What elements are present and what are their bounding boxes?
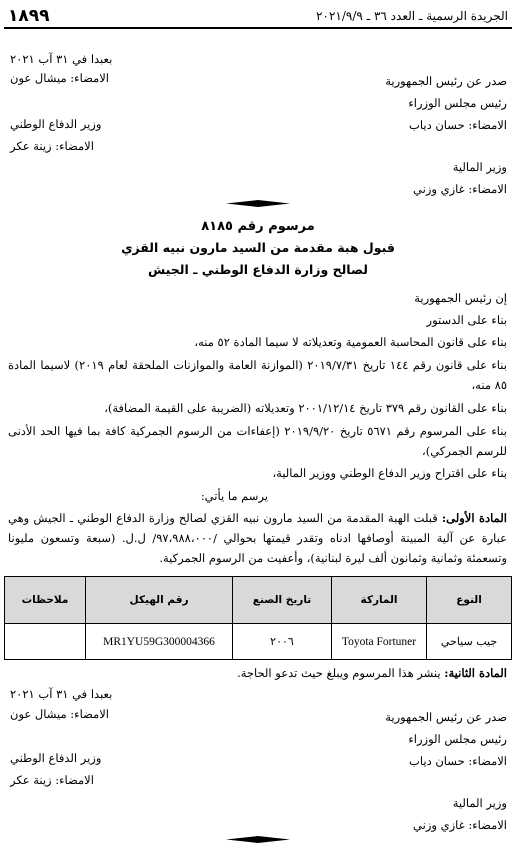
decree-title-line1: قبول هبة مقدمة من السيد مارون نبيه القزي — [121, 240, 395, 255]
preamble-line: بناء على اقتراح وزير الدفاع الوطني ووزير المالية، — [272, 466, 507, 480]
article-1-label: المادة الأولى: — [441, 511, 507, 525]
signing-date: بعبدا في ٣١ آب ٢٠٢١ — [10, 687, 113, 701]
prev-issued-by: صدر عن رئيس الجمهورية — [385, 74, 507, 88]
decree-number: مرسوم رقم ٨١٨٥ — [201, 219, 315, 234]
section-separator — [226, 836, 290, 843]
prev-pm-signature: الامضاء: حسان دياب — [409, 118, 507, 132]
preamble-line: بناء على القانون رقم ٣٧٩ تاريخ ٢٠٠١/١٢/١٤ وتعديلاته (الضريبة على القيمة المضافة)، — [104, 401, 507, 415]
defense-signature: الامضاء: زينة عكر — [10, 773, 94, 787]
preamble-line: بناء على قانون رقم ١٤٤ تاريخ ٢٠١٩/٧/٣١ (الموازنة العامة والموازنات الملحقة لعام ٢٠١٩) لاسيما المادة ٨٥ منه، — [8, 358, 507, 392]
cell-type: جيب سياحي — [427, 624, 512, 660]
header-rule — [4, 27, 512, 29]
cell-manufacture-date: ٢٠٠٦ — [233, 624, 332, 660]
decree-title-line2: لصالح وزارة الدفاع الوطني ـ الجيش — [148, 262, 368, 277]
finance-signature: الامضاء: غازي وزني — [413, 818, 507, 832]
pm-title: رئيس مجلس الوزراء — [408, 732, 507, 746]
article-1-text: قبلت الهبة المقدمة من السيد مارون نبيه القزي لصالح وزارة الدفاع الوطني ـ الجيش وهي عبارة عن آلية المبينة أوصافها ادناه وتقدر قيمتها بحوالي /٩٧،٩٨٨،٠٠٠/ ل.ل. (سبعة وتسعون مليونا وتسعمئة وثمانية وثمانون ألف ليرة لبنانية)، وأعفيت من الرسوم الجمركية. — [8, 511, 507, 565]
article-1 — [8, 508, 507, 568]
prev-defense-title: وزير الدفاع الوطني — [10, 117, 102, 131]
prev-finance-signature: الامضاء: غازي وزني — [413, 182, 507, 196]
decree-enactment: يرسم ما يأتي: — [200, 489, 268, 503]
prev-signing-date: بعبدا في ٣١ آب ٢٠٢١ — [10, 52, 113, 66]
section-separator — [226, 200, 290, 207]
preamble-line: إن رئيس الجمهورية — [414, 291, 507, 305]
prev-finance-title: وزير المالية — [452, 160, 507, 174]
table-row — [5, 624, 512, 660]
prev-defense-signature: الامضاء: زينة عكر — [10, 139, 94, 153]
pm-signature: الامضاء: حسان دياب — [409, 754, 507, 768]
column-header-type: النوع — [427, 577, 512, 624]
preamble-line: بناء على الدستور — [426, 313, 507, 327]
cell-brand: Toyota Fortuner — [332, 624, 427, 660]
article-2-text: ينشر هذا المرسوم ويبلغ حيث تدعو الحاجة. — [237, 666, 445, 680]
page-number: ١٨٩٩ — [8, 6, 50, 26]
column-header-brand: الماركة — [332, 577, 427, 624]
article-2-label: المادة الثانية: — [444, 666, 507, 680]
cell-notes — [5, 624, 86, 660]
defense-title: وزير الدفاع الوطني — [10, 751, 102, 765]
cell-chassis-number: MR1YU59G300004366 — [86, 624, 233, 660]
preamble-line: بناء على المرسوم رقم ٥٦٧١ تاريخ ٢٠١٩/٩/٢٠ (إعفاءات من الرسوم الجمركية كافة بما فيها الحد الأدنى للرسم الجمركي)، — [8, 424, 507, 458]
column-header-chassis-number: رقم الهيكل — [86, 577, 233, 624]
prev-pm-title: رئيس مجلس الوزراء — [408, 96, 507, 110]
donation-table — [4, 576, 512, 660]
president-signature: الامضاء: ميشال عون — [10, 707, 109, 721]
preamble-line: بناء على قانون المحاسبة العمومية وتعديلاته لا سيما المادة ٥٢ منه، — [194, 335, 507, 349]
column-header-manufacture-date: تاريخ الصنع — [233, 577, 332, 624]
table-header-row — [5, 577, 512, 624]
gazette-header-title: الجريدة الرسمية ـ العدد ٣٦ ـ ٢٠٢١/٩/٩ — [316, 9, 508, 23]
finance-title: وزير المالية — [452, 796, 507, 810]
column-header-notes: ملاحظات — [5, 577, 86, 624]
article-2 — [237, 666, 507, 680]
issued-by: صدر عن رئيس الجمهورية — [385, 710, 507, 724]
prev-president-signature: الامضاء: ميشال عون — [10, 71, 109, 85]
